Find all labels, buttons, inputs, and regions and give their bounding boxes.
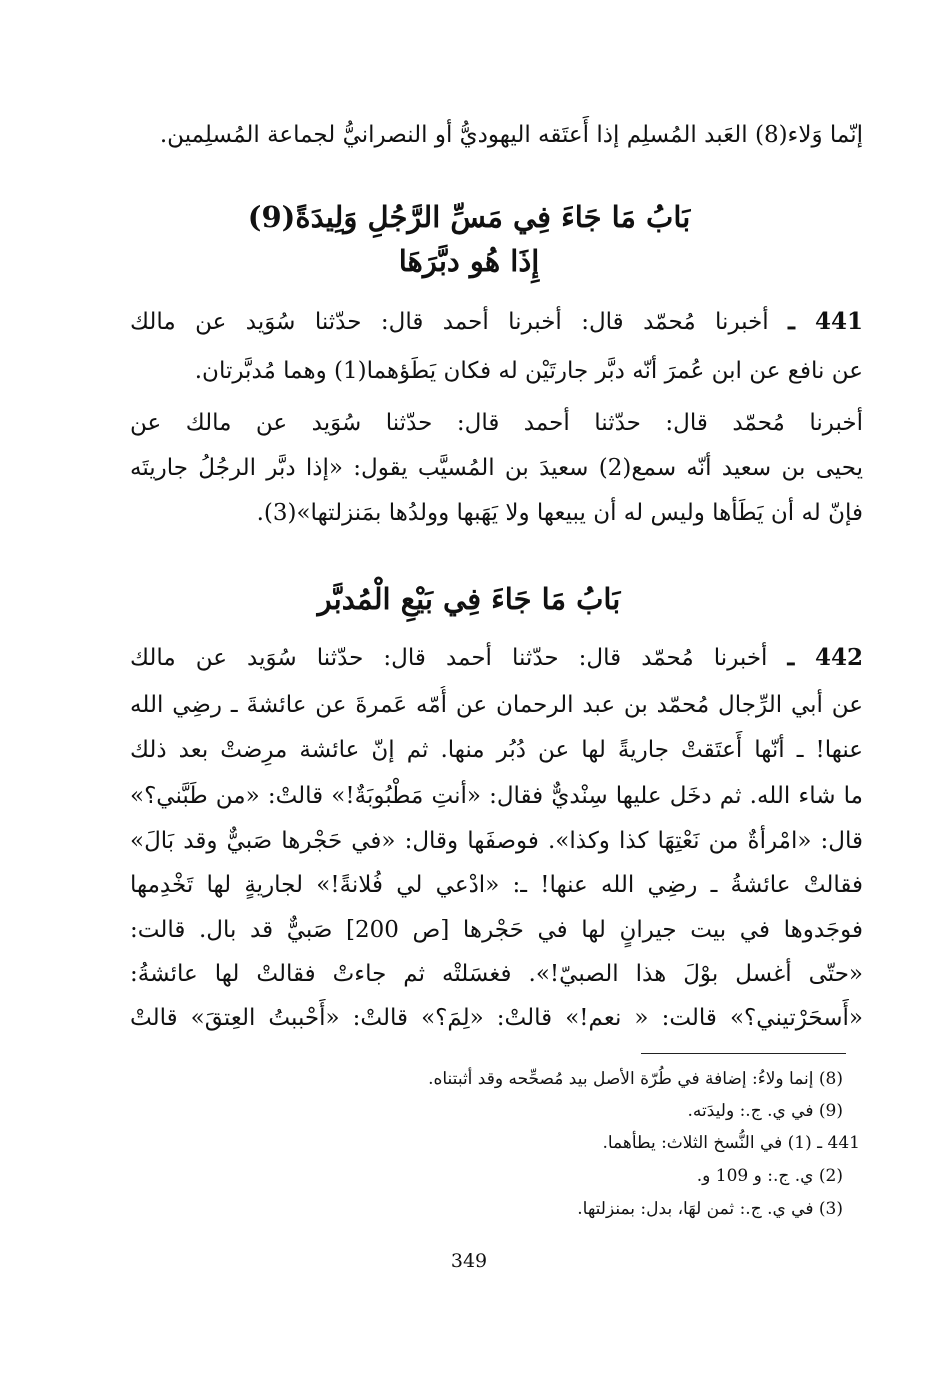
chapter-title-2: بَابُ مَا جَاءَ فِي بَيْعِ الْمُدبَّر (317, 582, 621, 616)
footnote-441-1: 441 ـ (1) في النُّسخ الثلاث: يطأهما. (602, 1133, 860, 1153)
hadith-442-line9: «أَسحَرْتيني؟» قالت: « نعم!» قالتْ: «لِمَ؟» قالتْ: «أَحْببتُ العِتقَ» قالتْ (130, 1005, 863, 1031)
hadith-442-line8: «حتّى أغسل بوْلَ هذا الصبيّ!». فغسَلتْه ثم جاءتْ فقالتْ لها عائشةُ: (130, 961, 863, 987)
hadith-441b-line3: فإنّ له أن يَطَأها وليس له أن يبيعها ولا يَهَبها وولدُها بمَنزلتها»(3). (256, 500, 863, 526)
hadith-441-line1-text: أخبرنا مُحمّد قال: أخبرنا أحمد قال: حدّثنا سُوَيد عن مالك (130, 309, 789, 335)
footnote-separator (641, 1053, 846, 1054)
carryover-line: إنّما وَلاء(8) العَبد المُسلِم إذا أَعتَقه اليهوديُّ أو النصرانيُّ لجماعة المُسلِمين. (159, 122, 863, 148)
hadith-442-line1 (130, 639, 863, 677)
footnote-9: (9) في ي. ج.: وليدَته. (687, 1101, 843, 1121)
hadith-442-number: 442 ـ (787, 644, 863, 671)
hadith-442-line1-text: أخبرنا مُحمّد قال: حدّثنا أحمد قال: حدّثنا سُوَيد عن مالك (130, 645, 788, 671)
footnote-8: (8) إنما ولاءُ: إضافة في طُرّة الأصل بيد مُصحِّحه وقد أثبتناه. (428, 1069, 843, 1089)
hadith-442-line4: ما شاء الله. ثم دخَل عليها سِنْديٌّ فقال: «أنتِ مَطْبُوبَةٌ!» قالتْ: «من طَبَّني؟» (130, 783, 863, 809)
hadith-442-line2: عن أبي الرِّجال مُحمّد بن عبد الرحمان عن أُمّه عَمرةَ عن عائشةَ ـ رضِي الله (130, 692, 863, 718)
hadith-441b-line1: أخبرنا مُحمّد قال: حدّثنا أحمد قال: حدّثنا سُوَيد عن مالك عن (130, 410, 863, 436)
chapter-title-1-line1: بَابُ مَا جَاءَ فِي مَسِّ الرَّجُلِ وَلِيدَةً(9) (247, 200, 691, 234)
hadith-442-line7: فوجَدوها في بيت جيرانٍ لها في حَجْرها [ص 200] صَبيٌّ قد بال. قالت: (130, 917, 863, 943)
hadith-442-line6: فقالتْ عائشةُ ـ رضِي الله عنها! ـ: «ادْعي لي فُلانةً!» لجاريةٍ لها تَخْدِمها (130, 872, 863, 898)
hadith-441-line1 (130, 303, 863, 341)
hadith-442-line5: قال: «امْرأةٌ من نَعْتِهَا كذا وكذا». فوصفَها وقال: «في حَجْرها صَبيٌّ وقد بَالَ» (130, 828, 863, 854)
footnote-441-3: (3) في ي. ج.: ثمن لهَا، بدل: بمنزلتها. (577, 1199, 843, 1219)
hadith-441-number: 441 ـ (788, 308, 863, 335)
footnote-441-2: (2) ي. ج.: و 109 و. (696, 1166, 843, 1186)
hadith-441-line2: عن نافع عن ابن عُمرَ أنّه دبَّر جارتَيْن له فكان يَطَؤهما(1) وهما مُدبَّرتان. (194, 358, 863, 384)
page-number: 349 (450, 1250, 488, 1272)
chapter-title-1-line2: إِذَا هُو دبَّرَهَا (398, 244, 540, 278)
hadith-442-line3: عنها! ـ أنّها أَعتَقتْ جاريةً لها عن دُبُر منها. ثم إنّ عائشة مرِضتْ بعد ذلك (130, 737, 863, 763)
hadith-441b-line2: يحيى بن سعيد أنّه سمع(2) سعيدَ بن المُسيَّب يقول: «إذا دبَّر الرجُلُ جاريتَه (130, 455, 863, 481)
